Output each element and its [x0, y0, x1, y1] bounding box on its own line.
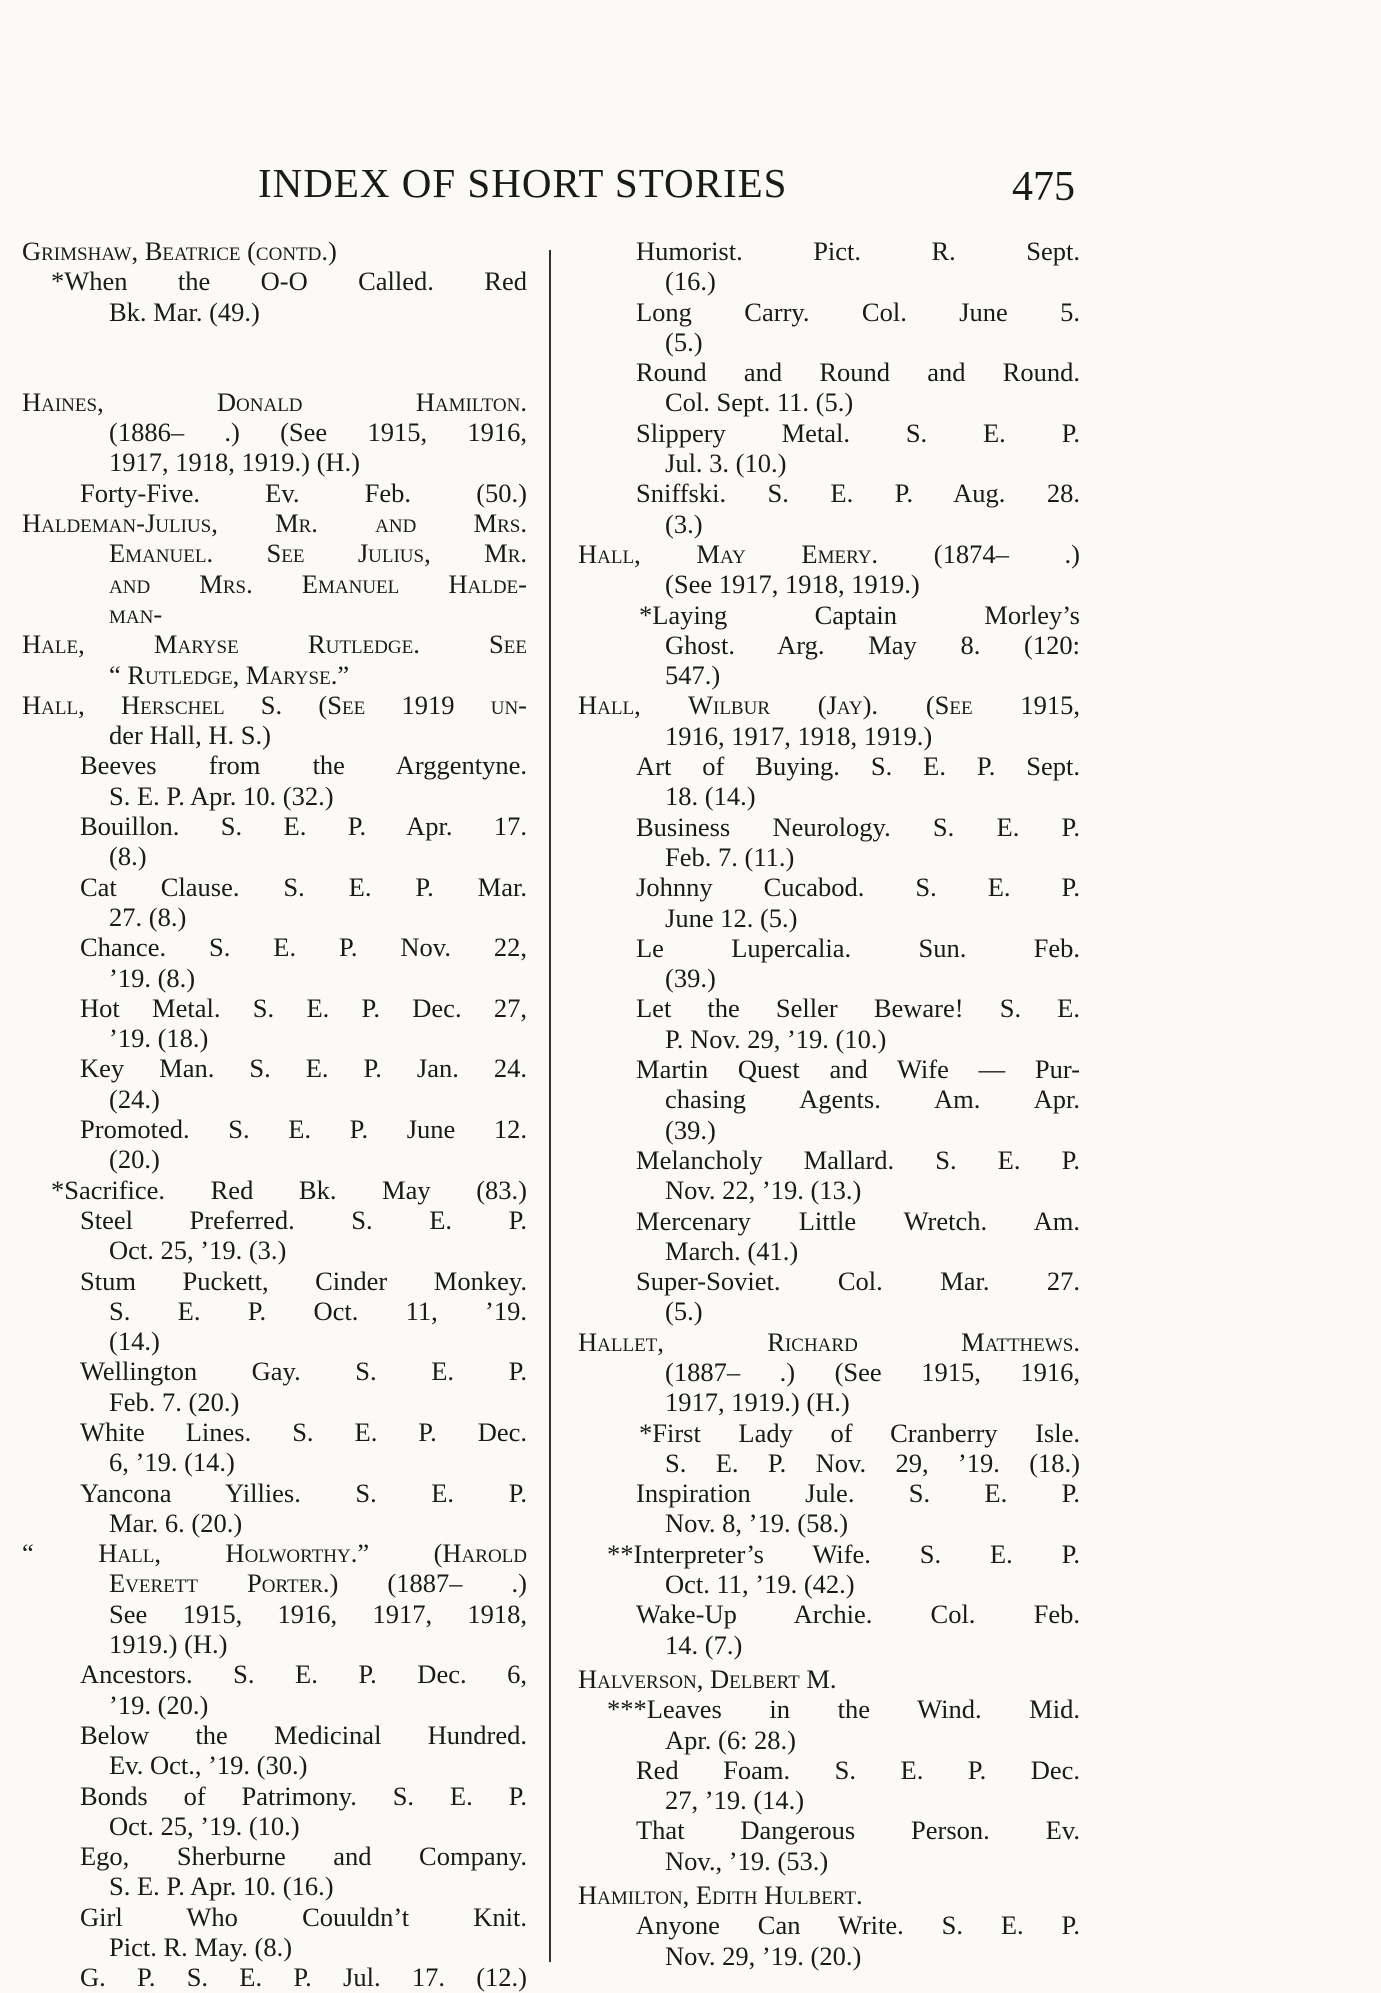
index-entry-line: 14. (7.) — [665, 1629, 743, 1660]
index-entry-line: Oct. 25, ’19. (3.) — [109, 1235, 287, 1266]
index-entry-line: Melancholy Mallard. S. E. P. — [636, 1144, 1080, 1175]
index-entry-line: 1917, 1919.) (H.) — [665, 1387, 850, 1418]
index-entry-line: G. P. S. E. P. Jul. 17. (12.) — [80, 1962, 527, 1993]
index-entry-line: ***Leaves in the Wind. Mid. — [607, 1694, 1080, 1725]
index-entry-line: Martin Quest and Wife — Pur- — [636, 1054, 1080, 1085]
index-entry-line: Ev. Oct., ’19. (30.) — [109, 1750, 308, 1781]
author-heading-line: Hale, Maryse Rutledge. See — [22, 629, 527, 660]
index-entry-line: Steel Preferred. S. E. P. — [80, 1204, 527, 1235]
index-entry-line: Sniffski. S. E. P. Aug. 28. — [636, 478, 1080, 509]
author-heading-line: man- — [109, 598, 163, 629]
index-entry-line: Nov. 29, ’19. (20.) — [665, 1940, 862, 1971]
index-entry-line: Col. Sept. 11. (5.) — [665, 387, 854, 418]
index-entry-line: 1917, 1918, 1919.) (H.) — [109, 447, 360, 478]
index-entry-line: Red Foam. S. E. P. Dec. — [636, 1754, 1080, 1785]
index-entry-line: 18. (14.) — [665, 781, 756, 812]
right-index-column — [578, 236, 1080, 1971]
index-entry-line: Hot Metal. S. E. P. Dec. 27, — [80, 992, 527, 1023]
index-entry-line: Humorist. Pict. R. Sept. — [636, 236, 1080, 266]
index-entry-line: *When the O-O Called. Red — [51, 266, 527, 297]
index-entry-line: ’19. (20.) — [109, 1689, 209, 1720]
index-entry-line: Inspiration Jule. S. E. P. — [636, 1478, 1080, 1509]
index-entry-line: Round and Round and Round. — [636, 357, 1080, 388]
index-entry-line: Mar. 6. (20.) — [109, 1507, 243, 1538]
index-entry-line: *First Lady of Cranberry Isle. — [639, 1417, 1080, 1448]
author-heading-line: and Mrs. Emanuel Halde- — [109, 568, 527, 599]
index-entry-line: chasing Agents. Am. Apr. — [665, 1084, 1080, 1115]
index-entry-line: Oct. 11, ’19. (42.) — [665, 1569, 855, 1600]
index-entry-line: Anyone Can Write. S. E. P. — [636, 1910, 1080, 1941]
index-entry-line: Nov. 8, ’19. (58.) — [665, 1508, 849, 1539]
page-number: 475 — [1012, 164, 1075, 210]
index-entry-line: Pict. R. May. (8.) — [109, 1932, 293, 1963]
index-entry-line: Feb. 7. (11.) — [665, 841, 795, 872]
page-title: INDEX OF SHORT STORIES — [258, 160, 788, 206]
index-entry-line: Art of Buying. S. E. P. Sept. — [636, 751, 1080, 782]
index-entry-line: (39.) — [665, 963, 716, 994]
index-entry-line: (3.) — [665, 508, 703, 539]
index-entry-line: Mercenary Little Wretch. Am. — [636, 1205, 1080, 1236]
index-entry-line: Let the Seller Beware! S. E. — [636, 993, 1080, 1024]
index-entry-line: (1887– .) (See 1915, 1916, — [665, 1356, 1080, 1387]
index-entry-line: (20.) — [109, 1144, 160, 1175]
index-entry-line: S. E. P. Oct. 11, ’19. — [109, 1295, 527, 1326]
index-entry-line: Nov., ’19. (53.) — [665, 1845, 829, 1876]
index-entry-line: Key Man. S. E. P. Jan. 24. — [80, 1053, 527, 1084]
index-entry-line: White Lines. S. E. P. Dec. — [80, 1416, 527, 1447]
index-entry-line: Stum Puckett, Cinder Monkey. — [80, 1265, 527, 1296]
index-entry-line: Bonds of Patrimony. S. E. P. — [80, 1780, 527, 1811]
index-entry-line: *Sacrifice. Red Bk. May (83.) — [51, 1174, 527, 1205]
index-entry-line: Wellington Gay. S. E. P. — [80, 1356, 527, 1387]
entry-spacer — [22, 327, 527, 387]
index-entry-line: (39.) — [665, 1114, 716, 1145]
index-entry-line: Long Carry. Col. June 5. — [636, 296, 1080, 327]
index-entry-line: Girl Who Couuldn’t Knit. — [80, 1901, 527, 1932]
index-entry-line: 547.) — [665, 660, 721, 691]
index-entry-line: (5.) — [665, 1296, 703, 1327]
author-heading-line: Everett Porter.) (1887– .) — [109, 1568, 527, 1599]
index-entry-line: 1919.) (H.) — [109, 1629, 228, 1660]
index-entry-line: (8.) — [109, 841, 147, 872]
index-entry-line: Feb. 7. (20.) — [109, 1386, 240, 1417]
index-entry-line: (16.) — [665, 266, 716, 297]
index-entry-line: ’19. (8.) — [109, 962, 196, 993]
index-entry-line: March. (41.) — [665, 1235, 799, 1266]
index-entry-line: Business Neurology. S. E. P. — [636, 811, 1080, 842]
index-entry-line: P. Nov. 29, ’19. (10.) — [665, 1023, 887, 1054]
index-entry-line: (14.) — [109, 1326, 160, 1357]
author-heading-line: “ Hall, Holworthy.” (Harold — [22, 1538, 527, 1569]
index-entry-line: Ego, Sherburne and Company. — [80, 1841, 527, 1872]
index-entry-line: Super-Soviet. Col. Mar. 27. — [636, 1266, 1080, 1297]
index-entry-line: Apr. (6: 28.) — [665, 1724, 797, 1755]
index-entry-line: Nov. 22, ’19. (13.) — [665, 1175, 862, 1206]
index-entry-line: der Hall, H. S.) — [109, 720, 271, 751]
index-entry-line: (See 1917, 1918, 1919.) — [665, 569, 920, 600]
index-entry-line: Bouillon. S. E. P. Apr. 17. — [80, 811, 527, 842]
index-entry-line: (24.) — [109, 1083, 160, 1114]
left-index-column — [22, 236, 527, 1993]
author-heading-line: Haines, Donald Hamilton. — [22, 386, 527, 417]
author-heading-line: Hall, May Emery. (1874– .) — [578, 538, 1080, 569]
index-entry-line: Jul. 3. (10.) — [665, 448, 787, 479]
index-entry-line: Johnny Cucabod. S. E. P. — [636, 872, 1080, 903]
index-entry-line: Promoted. S. E. P. June 12. — [80, 1114, 527, 1145]
index-entry-line: 1916, 1917, 1918, 1919.) — [665, 720, 933, 751]
column-divider — [549, 250, 551, 1962]
index-entry-line: (1886– .) (See 1915, 1916, — [109, 417, 527, 448]
index-entry-line: S. E. P. Apr. 10. (32.) — [109, 780, 334, 811]
index-entry-line: Chance. S. E. P. Nov. 22, — [80, 932, 527, 963]
author-heading-line: Grimshaw, Beatrice (contd.) — [22, 236, 337, 266]
index-entry-line: ’19. (18.) — [109, 1023, 209, 1054]
author-heading-line: Hallet, Richard Matthews. — [578, 1326, 1080, 1357]
index-entry-line: 6, ’19. (14.) — [109, 1447, 235, 1478]
index-entry-line: Below the Medicinal Hundred. — [80, 1719, 527, 1750]
author-heading-line: Hall, Herschel S. (See 1919 un- — [22, 689, 527, 720]
index-entry-line: Wake-Up Archie. Col. Feb. — [636, 1599, 1080, 1630]
index-entry-line: Bk. Mar. (49.) — [109, 296, 260, 327]
index-entry-line: Ancestors. S. E. P. Dec. 6, — [80, 1659, 527, 1690]
index-entry-line: (5.) — [665, 326, 703, 357]
author-heading-line: Halverson, Delbert M. — [578, 1663, 837, 1694]
index-entry-line: Slippery Metal. S. E. P. — [636, 417, 1080, 448]
index-entry-line: Oct. 25, ’19. (10.) — [109, 1810, 300, 1841]
index-entry-line: Le Lupercalia. Sun. Feb. — [636, 932, 1080, 963]
index-entry-line: 27, ’19. (14.) — [665, 1785, 805, 1816]
index-entry-line: S. E. P. Apr. 10. (16.) — [109, 1871, 334, 1902]
author-heading-line: Haldeman-Julius, Mr. and Mrs. — [22, 508, 527, 539]
author-heading-line: “ Rutledge, Maryse.” — [109, 659, 350, 690]
index-entry-line: S. E. P. Nov. 29, ’19. (18.) — [665, 1447, 1080, 1478]
index-entry-line: Ghost. Arg. May 8. (120: — [665, 629, 1080, 660]
index-entry-line: Beeves from the Arggentyne. — [80, 750, 527, 781]
index-entry-line: That Dangerous Person. Ev. — [636, 1815, 1080, 1846]
author-heading-line: Hamilton, Edith Hulbert. — [578, 1880, 863, 1911]
index-entry-line: June 12. (5.) — [665, 902, 798, 933]
index-entry-line: *Laying Captain Morley’s — [639, 599, 1080, 630]
author-heading-line: Emanuel. See Julius, Mr. — [109, 538, 527, 569]
index-entry-line: 27. (8.) — [109, 901, 187, 932]
index-entry-line: Forty-Five. Ev. Feb. (50.) — [80, 477, 527, 508]
index-entry-line: Yancona Yillies. S. E. P. — [80, 1477, 527, 1508]
index-entry-line: Cat Clause. S. E. P. Mar. — [80, 871, 527, 902]
index-entry-line: See 1915, 1916, 1917, 1918, — [109, 1598, 527, 1629]
index-entry-line: **Interpreter’s Wife. S. E. P. — [607, 1538, 1080, 1569]
author-heading-line: Hall, Wilbur (Jay). (See 1915, — [578, 690, 1080, 721]
